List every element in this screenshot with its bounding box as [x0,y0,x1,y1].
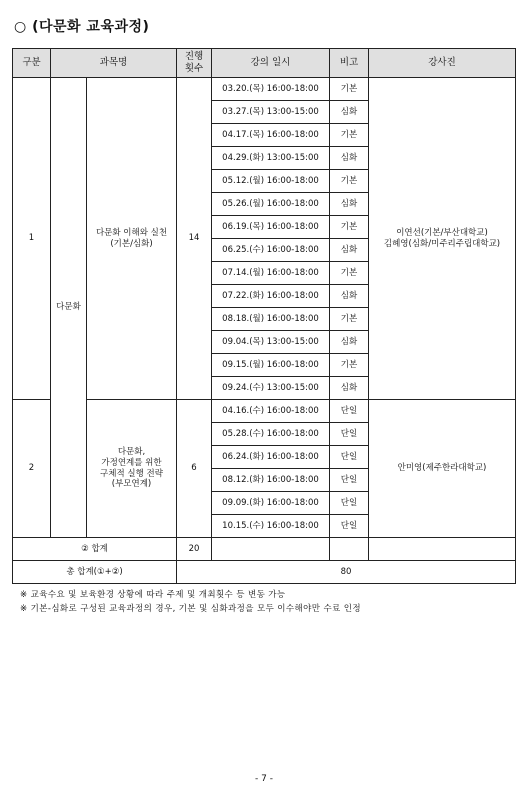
session-datetime: 09.24.(수) 13:00-15:00 [212,377,330,400]
session-type: 기본 [330,216,369,239]
group-label: 다문화 [51,78,87,538]
session-type: 단일 [330,492,369,515]
table-row [13,400,516,423]
section-number: 1 [13,78,51,400]
course-subject: 다문화, 가정연계를 위한 구체적 실행 전략 (부모연계) [87,400,177,538]
session-type: 단일 [330,423,369,446]
total-row [13,561,516,584]
header-row [13,49,516,78]
subtotal-empty-cell [330,538,369,561]
session-type: 기본 [330,170,369,193]
session-type: 심화 [330,147,369,170]
subtotal-value: 20 [177,538,212,561]
session-datetime: 06.24.(화) 16:00-18:00 [212,446,330,469]
session-datetime: 08.18.(월) 16:00-18:00 [212,308,330,331]
session-datetime: 10.15.(수) 16:00-18:00 [212,515,330,538]
session-type: 심화 [330,285,369,308]
total-value: 80 [177,561,516,584]
session-type: 단일 [330,515,369,538]
subtotal-empty-cell [369,538,516,561]
session-datetime: 05.12.(월) 16:00-18:00 [212,170,330,193]
session-datetime: 04.16.(수) 16:00-18:00 [212,400,330,423]
session-datetime: 06.25.(수) 16:00-18:00 [212,239,330,262]
session-datetime: 08.12.(화) 16:00-18:00 [212,469,330,492]
session-datetime: 09.04.(목) 13:00-15:00 [212,331,330,354]
session-datetime: 09.09.(화) 16:00-18:00 [212,492,330,515]
session-type: 심화 [330,331,369,354]
header-category: 구분 [13,49,51,78]
header-course: 과목명 [51,49,177,78]
instructor-list: 안미영(제주한라대학교) [369,400,516,538]
session-datetime: 09.15.(월) 16:00-18:00 [212,354,330,377]
footnote: ※ 기본-심화로 구성된 교육과정의 경우, 기본 및 심화과정을 모두 이수해야만 수료 인정 [20,604,361,614]
header-note: 비고 [330,49,369,78]
subtotal-empty-cell [212,538,330,561]
session-count: 14 [177,78,212,400]
session-datetime: 05.26.(월) 16:00-18:00 [212,193,330,216]
course-subject: 다문화 이해와 실천 (기본/심화) [87,78,177,400]
page-number: - 7 - [255,774,273,784]
course-schedule-table [12,48,516,584]
subtotal-label: ② 합계 [13,538,177,561]
session-type: 기본 [330,78,369,101]
session-datetime: 03.20.(목) 16:00-18:00 [212,78,330,101]
session-type: 심화 [330,193,369,216]
header-instructor: 강사진 [369,49,516,78]
instructor-list: 이연선(기본/부산대학교) 김혜영(심화/미주리주립대학교) [369,78,516,400]
session-count: 6 [177,400,212,538]
page-title: ○ (다문화 교육과정) [14,19,150,35]
total-label: 총 합계(①+②) [13,561,177,584]
session-datetime: 04.29.(화) 13:00-15:00 [212,147,330,170]
session-type: 기본 [330,308,369,331]
session-type: 심화 [330,239,369,262]
session-datetime: 03.27.(목) 13:00-15:00 [212,101,330,124]
session-datetime: 07.14.(월) 16:00-18:00 [212,262,330,285]
table-row [13,78,516,101]
subtotal-row [13,538,516,561]
session-datetime: 06.19.(목) 16:00-18:00 [212,216,330,239]
session-type: 기본 [330,124,369,147]
section-number: 2 [13,400,51,538]
header-schedule: 강의 일시 [212,49,330,78]
session-type: 심화 [330,377,369,400]
session-type: 심화 [330,101,369,124]
session-datetime: 07.22.(화) 16:00-18:00 [212,285,330,308]
session-type: 기본 [330,262,369,285]
session-datetime: 05.28.(수) 16:00-18:00 [212,423,330,446]
session-type: 단일 [330,469,369,492]
session-datetime: 04.17.(목) 16:00-18:00 [212,124,330,147]
footnote: ※ 교육수요 및 보육환경 상황에 따라 주제 및 개최횟수 등 변동 가능 [20,590,286,600]
session-type: 단일 [330,446,369,469]
session-type: 단일 [330,400,369,423]
session-type: 기본 [330,354,369,377]
footnotes [20,588,361,616]
header-count: 진행 횟수 [177,49,212,78]
